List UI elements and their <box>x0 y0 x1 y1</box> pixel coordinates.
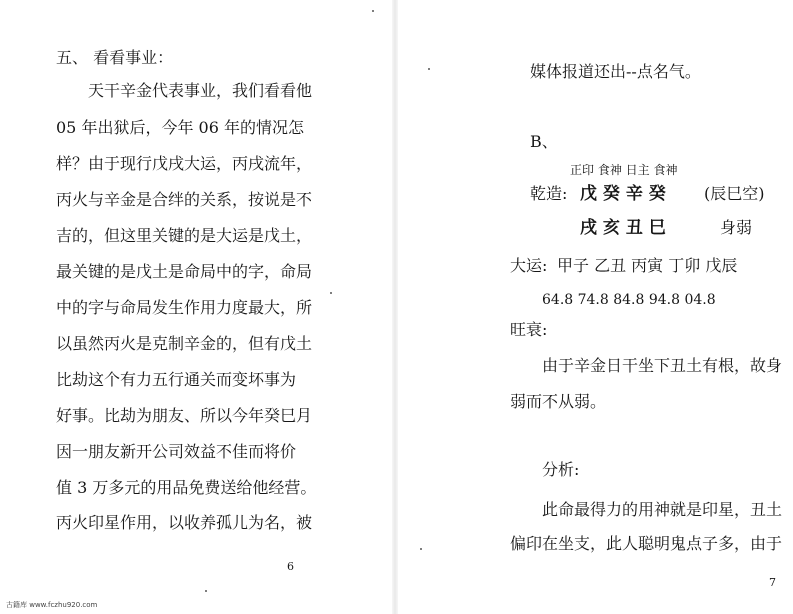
scan-speck <box>420 548 422 550</box>
luck-label: 大运: <box>510 256 548 275</box>
text-line: 比劫这个有力五行通关而变坏事为 <box>56 370 297 389</box>
text-line: 中的字与命局发生作用力度最大，所 <box>56 298 313 317</box>
ten-gods-row: 正印 食神 日主 食神 <box>570 163 678 177</box>
page-gutter <box>392 0 398 614</box>
scan-speck <box>372 10 374 12</box>
left-page <box>0 0 390 614</box>
text-line: 偏印在坐支，此人聪明鬼点子多，由于 <box>510 534 783 553</box>
earthly-branches-row: 戌 亥 丑 巳 <box>580 218 666 238</box>
heavenly-stems-row: 戊 癸 辛 癸 <box>580 184 666 204</box>
scan-speck <box>205 590 207 592</box>
text-line: 此命最得力的用神就是印星，丑土 <box>542 500 783 519</box>
page-number: 6 <box>287 560 294 573</box>
text-line: 天干辛金代表事业，我们看看他 <box>88 81 313 100</box>
text-line: 吉的，但这里关键的是大运是戊土， <box>56 226 313 245</box>
text-line: 由于辛金日干坐下丑土有根，故身 <box>542 356 783 375</box>
text-line: 因一朋友新开公司效益不佳而将价 <box>56 442 297 461</box>
analysis-heading: 分析: <box>542 460 580 479</box>
scan-speck <box>330 292 332 294</box>
chart-label: 乾造: <box>530 184 568 203</box>
text-line: 05 年出狱后，今年 06 年的情况怎 <box>56 118 304 137</box>
text-line: 样？由于现行戊戌大运，丙戌流年， <box>56 154 313 173</box>
footer-watermark: 古籍库 www.fczhu920.com <box>6 601 98 609</box>
text-line: 丙火与辛金是合绊的关系，按说是不 <box>56 190 313 209</box>
scan-speck <box>428 68 430 70</box>
text-line: 最关键的是戊土是命局中的字，命局 <box>56 262 313 281</box>
luck-years-row: 64.8 74.8 84.8 94.8 04.8 <box>542 292 716 308</box>
continuation-line: 媒体报道还出--点名气。 <box>530 62 701 81</box>
case-label: B、 <box>530 132 558 151</box>
strength-note: 身弱 <box>720 218 753 237</box>
text-line: 弱而不从弱。 <box>510 392 607 411</box>
text-line: 以虽然丙火是克制辛金的，但有戊土 <box>56 334 313 353</box>
page-number: 7 <box>769 576 776 589</box>
void-note: (辰巳空) <box>704 184 765 203</box>
text-line: 丙火印星作用，以收养孤儿为名，被 <box>56 513 313 532</box>
text-line: 值 3 万多元的用品免费送给他经营。 <box>56 478 317 497</box>
right-page <box>400 0 793 614</box>
text-line: 好事。比劫为朋友、所以今年癸巳月 <box>56 406 313 425</box>
wangshuai-heading: 旺衰: <box>510 320 548 339</box>
luck-pillars-row: 甲子 乙丑 丙寅 丁卯 戊辰 <box>557 256 738 275</box>
section-heading: 五、 看看事业： <box>56 48 174 67</box>
